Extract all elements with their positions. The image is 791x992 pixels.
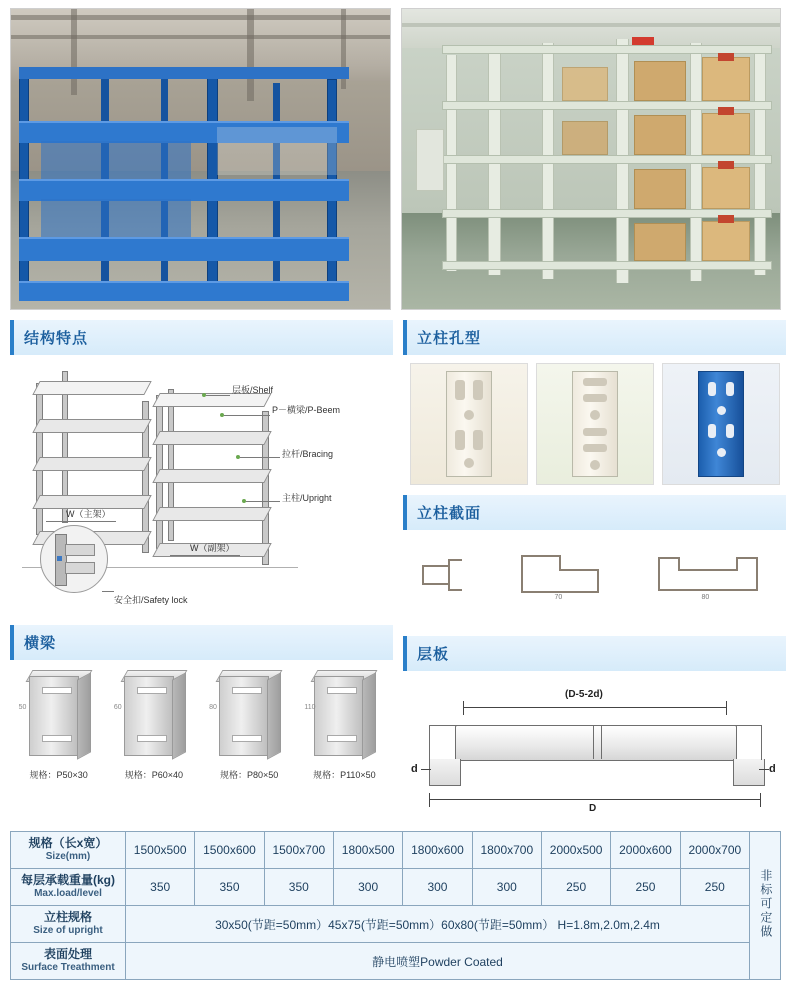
dimension-line-left — [421, 769, 431, 770]
dimension-line-bottom — [429, 799, 761, 800]
profile-line — [422, 565, 424, 585]
profile-line — [597, 569, 599, 593]
cell-load-1: 350 — [126, 869, 195, 906]
hole-round — [590, 410, 600, 420]
break-symbol — [601, 725, 602, 759]
section-title-upright-section: 立柱截面 — [403, 495, 786, 530]
upright-hole-type-1 — [410, 363, 528, 485]
diagram-shelf — [32, 381, 151, 395]
cell-load-2: 350 — [195, 869, 264, 906]
profile-line — [521, 555, 523, 593]
beam-side-face — [267, 672, 281, 759]
row-header-upright — [11, 906, 126, 943]
beam-spec-label: 规格：P110×50 — [313, 770, 376, 780]
beam-slot — [327, 687, 357, 694]
hole-slot — [455, 430, 465, 450]
upright-section-1 — [418, 547, 488, 603]
diagram-shelf — [32, 457, 151, 471]
profile-line — [658, 589, 758, 591]
shelf-label — [718, 161, 734, 169]
hole-slot — [473, 380, 483, 400]
row-header-load-cn: 每层承载重量(kg) — [21, 873, 115, 888]
beam-slot — [327, 735, 357, 742]
upright-section-3 — [652, 547, 772, 603]
row-header-surface — [11, 943, 126, 980]
profile-line — [521, 591, 599, 593]
hole-slot — [583, 428, 607, 436]
profile-dimension: 80 — [701, 594, 710, 601]
hole-round — [717, 406, 726, 415]
hole-slot — [708, 382, 716, 396]
beam-slot — [232, 687, 262, 694]
rack-back-panel — [41, 199, 191, 237]
carton — [562, 67, 608, 101]
shelf-panel-drawing — [403, 671, 786, 821]
table-row — [11, 943, 781, 980]
beam-side-face — [172, 672, 186, 759]
section-title-beam: 横梁 — [10, 625, 393, 660]
hole-slot — [455, 380, 465, 400]
beam-drawing — [211, 668, 287, 764]
beam-dimension: 110 — [304, 704, 316, 711]
panel-body — [455, 725, 737, 761]
hole-slot — [473, 430, 483, 450]
row-header-surface-en: Surface Treathment — [21, 962, 115, 974]
shelf-label — [718, 107, 734, 115]
cell-load-7: 250 — [541, 869, 610, 906]
hole-round — [717, 448, 726, 457]
dimension-line-add — [170, 555, 240, 556]
side-note-cell — [750, 832, 781, 980]
diagram-label-safety-lock: 安全扣/Safety lock — [114, 595, 188, 605]
beam-spec-label: 规格：P80×50 — [219, 770, 279, 780]
hole-round — [464, 410, 474, 420]
cell-load-4: 300 — [333, 869, 402, 906]
cell-load-6: 300 — [472, 869, 541, 906]
dimension-tick — [726, 701, 727, 715]
profile-line — [448, 559, 450, 591]
detail-beam — [65, 544, 95, 556]
profile-line — [448, 559, 462, 561]
carton — [702, 113, 750, 155]
beam-dimension: 80 — [209, 704, 217, 711]
leader-dot — [202, 393, 206, 397]
upright-profile — [446, 371, 492, 477]
rack-shelf — [442, 261, 772, 270]
section-row-1 — [0, 310, 791, 821]
beam-slot — [137, 735, 167, 742]
beam-side-face — [77, 672, 91, 759]
beam-spec-label: 规格：P60×40 — [124, 770, 184, 780]
cell-size-9: 2000x700 — [680, 832, 749, 869]
hole-slot — [726, 424, 734, 438]
row-header-size-cn: 规格（长x宽） — [28, 836, 108, 851]
profile-line — [736, 557, 758, 559]
hole-round — [590, 460, 600, 470]
upright-section-row — [403, 530, 786, 610]
diagram-label-main-frame: W（主架） — [66, 509, 111, 519]
ceiling-beam — [11, 35, 391, 39]
photo-row — [0, 0, 791, 310]
spec-table — [10, 831, 781, 980]
rack-shelf — [19, 179, 349, 201]
upright-hole-type-2 — [536, 363, 654, 485]
profile-line — [422, 583, 450, 585]
dimension-label-top: (D-5-2d) — [565, 689, 603, 700]
cell-load-3: 350 — [264, 869, 333, 906]
section-title-hole-type: 立柱孔型 — [403, 320, 786, 355]
table-row — [11, 906, 781, 943]
beam-drawing — [18, 668, 97, 764]
dimension-line-main — [46, 521, 116, 522]
diagram-shelf — [32, 419, 151, 433]
upright-hole-type-3 — [662, 363, 780, 485]
cell-size-3: 1500x700 — [264, 832, 333, 869]
beam-item — [211, 668, 287, 781]
carton — [702, 57, 750, 101]
cell-size-1: 1500x500 — [126, 832, 195, 869]
rack-back-panel — [41, 141, 191, 179]
dimension-line-top — [463, 707, 727, 708]
hole-round — [464, 458, 474, 468]
cell-load-9: 250 — [680, 869, 749, 906]
cell-size-8: 2000x600 — [611, 832, 680, 869]
beam-item — [306, 668, 382, 781]
ceiling-beam — [402, 23, 782, 27]
side-note-text: 非标可定做 — [758, 868, 773, 939]
row-header-load-en: Max.load/level — [34, 888, 102, 900]
row-header-size-en: Size(mm) — [45, 851, 91, 863]
beam-slot — [232, 735, 262, 742]
row-header-upright-en: Size of upright — [33, 925, 103, 937]
beam-side-face — [362, 672, 376, 759]
panel-right-edge — [733, 725, 762, 760]
upright-profile — [698, 371, 744, 477]
wall-panel — [416, 129, 444, 191]
cell-size-2: 1500x600 — [195, 832, 264, 869]
beam-front-face — [124, 676, 174, 756]
rack-top-beam — [19, 67, 349, 79]
row-header-upright-cn: 立柱规格 — [43, 910, 92, 925]
beam-drawing — [306, 668, 382, 764]
diagram-label-add-frame: W（副架） — [190, 543, 235, 553]
row-header-size — [11, 832, 126, 869]
profile-line — [658, 557, 680, 559]
cell-load-5: 300 — [403, 869, 472, 906]
profile-line — [521, 555, 561, 557]
detail-safety-lock — [57, 556, 62, 561]
section-title-shelf-panel: 层板 — [403, 636, 786, 671]
beam-spec-label: 规格：P50×30 — [29, 770, 88, 780]
beam-slot — [42, 735, 72, 742]
beam-dimension: 50 — [18, 704, 27, 711]
leader-dot — [220, 413, 224, 417]
hole-slot — [583, 394, 607, 402]
hole-type-row — [403, 355, 786, 485]
cell-size-5: 1800x600 — [403, 832, 472, 869]
hole-slot — [726, 382, 734, 396]
diagram-label-upright: 主柱/Upright — [282, 493, 332, 503]
beam-front-face — [219, 676, 269, 756]
upright-section-2 — [515, 547, 625, 603]
structure-diagram — [10, 355, 393, 625]
diagram-shelf — [152, 469, 271, 483]
row-header-surface-cn: 表面处理 — [43, 947, 92, 962]
leader-line-bracing — [240, 457, 280, 458]
cell-load-8: 250 — [611, 869, 680, 906]
beam-item — [113, 668, 192, 781]
leader-line-safety-lock — [102, 591, 114, 592]
row-header-load — [11, 869, 126, 906]
carton — [634, 223, 686, 261]
beam-slot — [137, 687, 167, 694]
dimension-label-left: d — [411, 763, 418, 775]
profile-dimension: 70 — [554, 594, 563, 601]
diagram-shelf — [152, 431, 271, 445]
dimension-tick — [760, 793, 761, 807]
section-title-structure: 结构特点 — [10, 320, 393, 355]
profile-line — [736, 557, 738, 571]
shelf-label — [718, 53, 734, 61]
beam-front-face — [29, 676, 79, 756]
leader-line-upright — [246, 501, 280, 502]
beam-front-face — [314, 676, 364, 756]
leader-line-beam — [224, 415, 270, 416]
beam-slot — [42, 687, 72, 694]
upright-profile — [572, 371, 618, 477]
spec-table-wrap — [0, 821, 791, 990]
table-row — [11, 832, 781, 869]
carton — [634, 115, 686, 155]
blue-medium-duty-racking-photo — [10, 8, 391, 310]
carton — [562, 121, 608, 155]
shelf-label — [718, 215, 734, 223]
carton — [702, 221, 750, 261]
leader-dot — [242, 499, 246, 503]
leader-dot — [236, 455, 240, 459]
carton — [634, 169, 686, 209]
beam-drawing — [113, 668, 192, 764]
table-row — [11, 869, 781, 906]
cell-upright-spec: 30x50(节距=50mm）45x75(节距=50mm）60x80(节距=50mm） H=1.8m,2.0m,2.4m — [126, 906, 750, 943]
break-symbol — [593, 725, 594, 759]
leader-line-shelf — [206, 395, 230, 396]
detail-beam — [65, 562, 95, 574]
dimension-tick — [463, 701, 464, 715]
hole-slot — [708, 424, 716, 438]
diagram-label-shelf: 层板/Shelf — [232, 385, 274, 395]
diagram-label-bracing: 拉杆/Bracing — [282, 449, 334, 459]
profile-line — [678, 569, 738, 571]
hole-slot — [583, 378, 607, 386]
diagram-label-beam: P－横梁/P-Beem — [272, 405, 341, 415]
ceiling-beam — [11, 15, 391, 20]
diagram-shelf — [152, 507, 271, 521]
beam-dimension: 60 — [113, 704, 122, 711]
dimension-label-right: d — [769, 763, 776, 775]
dimension-tick — [429, 793, 430, 807]
panel-left-edge — [429, 725, 458, 760]
ceiling-column — [71, 9, 77, 95]
dimension-label-bottom: D — [589, 803, 597, 814]
beam-item — [18, 668, 97, 781]
beam-figure-row — [10, 660, 393, 781]
cell-size-4: 1800x500 — [333, 832, 402, 869]
carton — [702, 167, 750, 209]
carton-stack — [217, 127, 337, 175]
rack-shelf — [19, 281, 349, 301]
green-longspan-racking-photo — [401, 8, 782, 310]
profile-line — [658, 557, 660, 591]
safety-lock-detail — [40, 525, 108, 593]
cell-size-6: 1800x700 — [472, 832, 541, 869]
profile-line — [559, 569, 599, 571]
carton — [634, 61, 686, 101]
cell-surface-treatment: 静电喷塑Powder Coated — [126, 943, 750, 980]
panel-left-lip — [429, 759, 461, 786]
ceiling-column — [247, 9, 254, 101]
hole-slot — [583, 444, 607, 452]
rack-shelf — [19, 237, 349, 261]
profile-line — [756, 557, 758, 591]
panel-right-lip — [733, 759, 765, 786]
profile-line — [422, 565, 450, 567]
dimension-line-right — [759, 769, 769, 770]
profile-line — [448, 589, 462, 591]
cell-size-7: 2000x500 — [541, 832, 610, 869]
